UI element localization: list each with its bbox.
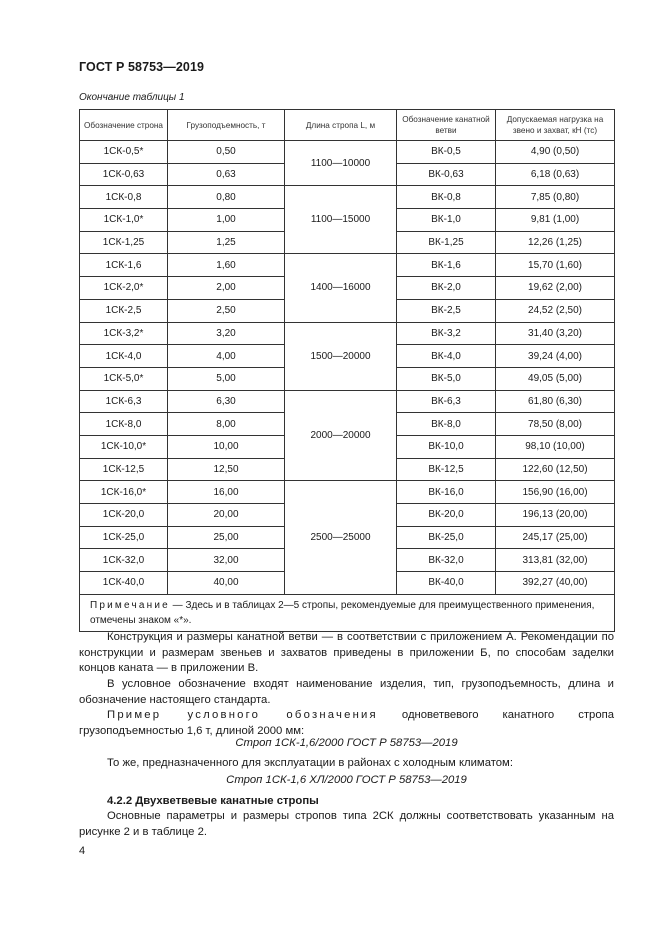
- cell-branch: ВК-16,0: [397, 481, 496, 504]
- cell-load: 78,50 (8,00): [496, 413, 615, 436]
- cell-load: 196,13 (20,00): [496, 504, 615, 527]
- table-row: [80, 186, 615, 209]
- cell-length: 1400—16000: [285, 254, 397, 322]
- header-load: Допускаемая нагрузка на звено и захват, кН (тс): [496, 110, 615, 141]
- cell-load: 15,70 (1,60): [496, 254, 615, 277]
- cell-designation: 1СК-10,0*: [80, 435, 168, 458]
- table-row: [80, 390, 615, 413]
- cell-capacity: 2,50: [168, 299, 285, 322]
- cell-load: 245,17 (25,00): [496, 526, 615, 549]
- header-branch: Обозначение канатной ветви: [397, 110, 496, 141]
- cell-designation: 1СК-0,63: [80, 163, 168, 186]
- cell-load: 98,10 (10,00): [496, 435, 615, 458]
- cell-branch: ВК-10,0: [397, 435, 496, 458]
- cell-load: 49,05 (5,00): [496, 367, 615, 390]
- cell-capacity: 6,30: [168, 390, 285, 413]
- paragraph-two-branch: Основные параметры и размеры стропов типа 2СК должны соответствовать указанным на рисунке 2 и в таблице 2.: [79, 810, 614, 838]
- cell-branch: ВК-6,3: [397, 390, 496, 413]
- cell-capacity: 0,63: [168, 163, 285, 186]
- cell-designation: 1СК-4,0: [80, 345, 168, 368]
- cell-capacity: 1,25: [168, 231, 285, 254]
- example-label: Пример условного обозначения: [107, 709, 378, 721]
- example-intro-text: одноветвевого канатного стропа грузоподъемностью 1,6 т, длиной 2000 мм:: [79, 709, 615, 737]
- cell-branch: ВК-1,25: [397, 231, 496, 254]
- cell-capacity: 20,00: [168, 504, 285, 527]
- paragraph-cold-climate: То же, предназначенного для эксплуатации в районах с холодным климатом:: [107, 757, 513, 769]
- header-length: Длина стропа L, м: [285, 110, 397, 141]
- table-note-row: [80, 594, 615, 631]
- cell-load: 31,40 (3,20): [496, 322, 615, 345]
- cell-designation: 1СК-1,25: [80, 231, 168, 254]
- cell-load: 7,85 (0,80): [496, 186, 615, 209]
- table-caption: Окончание таблицы 1: [79, 92, 185, 103]
- cell-branch: ВК-8,0: [397, 413, 496, 436]
- cell-capacity: 2,00: [168, 277, 285, 300]
- cell-capacity: 0,80: [168, 186, 285, 209]
- table-row: [80, 141, 615, 164]
- cell-load: 39,24 (4,00): [496, 345, 615, 368]
- cell-load: 4,90 (0,50): [496, 141, 615, 164]
- cell-capacity: 12,50: [168, 458, 285, 481]
- example-designation-2: Строп 1СК-1,6 ХЛ/2000 ГОСТ Р 58753—2019: [226, 774, 467, 786]
- cell-capacity: 5,00: [168, 367, 285, 390]
- cell-branch: ВК-2,5: [397, 299, 496, 322]
- cell-branch: ВК-1,6: [397, 254, 496, 277]
- cell-designation: 1СК-25,0: [80, 526, 168, 549]
- cell-length: 1500—20000: [285, 322, 397, 390]
- table-row: [80, 481, 615, 504]
- paragraph-example-intro: [79, 708, 614, 739]
- cell-load: 392,27 (40,00): [496, 572, 615, 595]
- cell-capacity: 0,50: [168, 141, 285, 164]
- cell-branch: ВК-1,0: [397, 209, 496, 232]
- cell-length: 2500—25000: [285, 481, 397, 594]
- table-note: [80, 594, 615, 631]
- cell-designation: 1СК-0,5*: [80, 141, 168, 164]
- cell-designation: 1СК-40,0: [80, 572, 168, 595]
- cell-capacity: 25,00: [168, 526, 285, 549]
- cell-capacity: 1,60: [168, 254, 285, 277]
- cell-load: 24,52 (2,50): [496, 299, 615, 322]
- cell-branch: ВК-32,0: [397, 549, 496, 572]
- cell-load: 313,81 (32,00): [496, 549, 615, 572]
- paragraph-construction: Конструкция и размеры канатной ветви — в соответствии с приложением А. Рекомендации по конструкции и размерам звеньев и захватов приведены в приложении Б, по способам заделки концов каната — в приложении В.: [79, 631, 614, 675]
- cell-load: 6,18 (0,63): [496, 163, 615, 186]
- cell-branch: ВК-0,63: [397, 163, 496, 186]
- cell-designation: 1СК-12,5: [80, 458, 168, 481]
- cell-designation: 1СК-2,0*: [80, 277, 168, 300]
- cell-designation: 1СК-16,0*: [80, 481, 168, 504]
- cell-branch: ВК-2,0: [397, 277, 496, 300]
- table-row: [80, 254, 615, 277]
- example-designation-1: Строп 1СК-1,6/2000 ГОСТ Р 58753—2019: [235, 737, 458, 749]
- cell-branch: ВК-0,8: [397, 186, 496, 209]
- cell-designation: 1СК-2,5: [80, 299, 168, 322]
- note-text: — Здесь и в таблицах 2—5 стропы, рекомендуемые для преимущественного применения, отмечены знаком «*».: [90, 599, 595, 626]
- cell-load: 61,80 (6,30): [496, 390, 615, 413]
- cell-designation: 1СК-8,0: [80, 413, 168, 436]
- document-header: ГОСТ Р 58753—2019: [79, 60, 205, 74]
- cell-capacity: 8,00: [168, 413, 285, 436]
- cell-branch: ВК-3,2: [397, 322, 496, 345]
- cell-capacity: 32,00: [168, 549, 285, 572]
- cell-capacity: 10,00: [168, 435, 285, 458]
- cell-branch: ВК-0,5: [397, 141, 496, 164]
- cell-branch: ВК-40,0: [397, 572, 496, 595]
- cell-designation: 1СК-5,0*: [80, 367, 168, 390]
- table-body: [80, 141, 615, 595]
- cell-designation: 1СК-1,0*: [80, 209, 168, 232]
- cell-designation: 1СК-0,8: [80, 186, 168, 209]
- cell-length: 2000—20000: [285, 390, 397, 481]
- paragraph-designation: В условное обозначение входят наименование изделия, тип, грузоподъемность, длина и обозначение настоящего стандарта.: [79, 678, 614, 706]
- cell-load: 19,62 (2,00): [496, 277, 615, 300]
- cell-branch: ВК-5,0: [397, 367, 496, 390]
- cell-designation: 1СК-32,0: [80, 549, 168, 572]
- cell-designation: 1СК-3,2*: [80, 322, 168, 345]
- cell-designation: 1СК-1,6: [80, 254, 168, 277]
- table-row: [80, 322, 615, 345]
- cell-branch: ВК-25,0: [397, 526, 496, 549]
- note-label: Примечание: [90, 599, 170, 611]
- cell-capacity: 16,00: [168, 481, 285, 504]
- cell-capacity: 1,00: [168, 209, 285, 232]
- cell-load: 156,90 (16,00): [496, 481, 615, 504]
- cell-capacity: 4,00: [168, 345, 285, 368]
- header-capacity: Грузоподъемность, т: [168, 110, 285, 141]
- section-title: 4.2.2 Двухветвевые канатные стропы: [107, 795, 319, 807]
- cell-capacity: 40,00: [168, 572, 285, 595]
- cell-length: 1100—10000: [285, 141, 397, 186]
- cell-branch: ВК-12,5: [397, 458, 496, 481]
- page-number: 4: [79, 845, 86, 857]
- cell-load: 12,26 (1,25): [496, 231, 615, 254]
- cell-branch: ВК-20,0: [397, 504, 496, 527]
- cell-designation: 1СК-20,0: [80, 504, 168, 527]
- cell-designation: 1СК-6,3: [80, 390, 168, 413]
- header-designation: Обозначение строна: [80, 110, 168, 141]
- cell-load: 9,81 (1,00): [496, 209, 615, 232]
- table-header-row: [80, 110, 615, 141]
- cell-length: 1100—15000: [285, 186, 397, 254]
- cell-load: 122,60 (12,50): [496, 458, 615, 481]
- cell-capacity: 3,20: [168, 322, 285, 345]
- cell-branch: ВК-4,0: [397, 345, 496, 368]
- sling-parameters-table: [79, 109, 615, 632]
